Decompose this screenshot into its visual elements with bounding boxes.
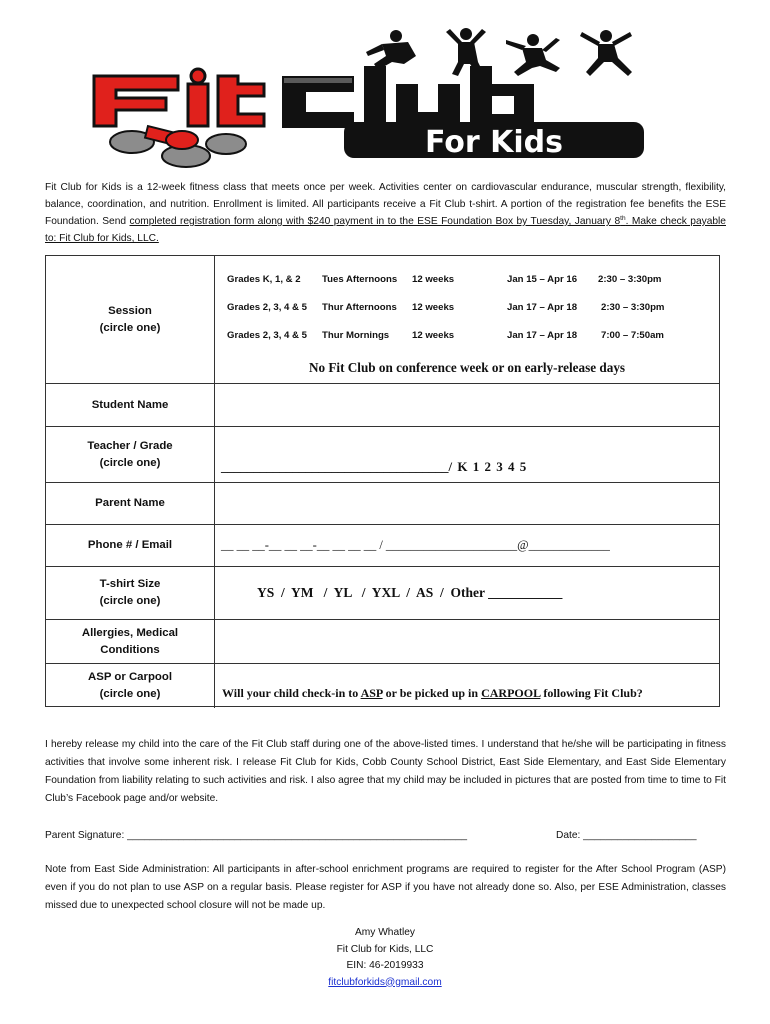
teacher-grade-row: [46, 426, 719, 482]
asp-carpool-field[interactable]: [215, 664, 719, 708]
contact-name: Amy Whatley: [354, 927, 415, 938]
session-3-day: Thur Mornings: [322, 330, 390, 341]
logo-club-text: [282, 66, 534, 128]
intro-paragraph: Fit Club for Kids is a 12-week fitness class that meets once per week. Activities center on cardiovascular endurance, muscular strength, flexibility, balance, coordination, and nutrition. Enrollment is limited. All participants receive a Fit Club t-shirt. A portion of the registration fee benefits the ESE Foundation. Send completed registration form along with $240 payment in to the ESE Foundation Box by Tuesday, January 8th. Make check payable to: Fit Club for Kids, LLC.: [45, 182, 726, 244]
asp-carpool-row: [46, 663, 719, 708]
dumbbell-icon: [110, 126, 246, 167]
session-1-time: 2:30 – 3:30pm: [598, 274, 662, 285]
logo-fit-text: [94, 69, 264, 126]
session-3-dates: Jan 17 – Apr 18: [507, 330, 578, 341]
phone-email-field[interactable]: [215, 525, 719, 566]
student-name-label: Student Name: [46, 384, 215, 426]
contact-company: Fit Club for Kids, LLC: [336, 943, 434, 955]
session-3-time: 7:00 – 7:50am: [601, 330, 664, 341]
fit-club-logo: [86, 22, 646, 172]
parent-name-row: [46, 482, 719, 524]
session-2-weeks: 12 weeks: [412, 302, 455, 313]
asp-carpool-label: ASP or Carpool (circle one): [46, 664, 215, 708]
contact-block: [0, 925, 770, 991]
carpool-option[interactable]: CARPOOL: [481, 686, 541, 700]
logo-for-kids-text: [344, 122, 644, 160]
registration-form-table: [45, 255, 720, 707]
tshirt-size-options[interactable]: YS / YM / YL / YXL / AS / Other ___________: [257, 585, 563, 600]
svg-text:For Kids: For Kids: [425, 125, 563, 160]
tshirt-size-label: T-shirt Size (circle one): [46, 567, 215, 619]
notice-row: [46, 352, 719, 383]
parent-signature-line[interactable]: Parent Signature: ____________________________________________________________: [45, 830, 468, 841]
phone-email-blanks[interactable]: __ __ __-__ __ __-__ __ __ __ / _____________________@_____________: [221, 538, 610, 552]
phone-email-label: Phone # / Email: [46, 525, 215, 566]
session-label: Session (circle one): [46, 256, 215, 383]
session-3-grades[interactable]: Grades 2, 3, 4 & 5: [227, 330, 307, 341]
session-2-day: Thur Afternoons: [322, 302, 397, 313]
phone-email-row: [46, 524, 719, 566]
session-2-grades[interactable]: Grades 2, 3, 4 & 5: [227, 302, 307, 313]
no-class-notice: No Fit Club on conference week or on early-release days: [308, 360, 626, 375]
teacher-grade-field[interactable]: [215, 427, 719, 482]
session-1-day: Tues Afternoons: [322, 274, 398, 285]
allergies-row: [46, 619, 719, 663]
asp-carpool-question: Will your child check-in to ASP or be picked up in CARPOOL following Fit Club?: [222, 686, 643, 700]
session-1-weeks: 12 weeks: [412, 274, 455, 285]
parent-name-label: Parent Name: [46, 483, 215, 524]
student-name-row: [46, 383, 719, 426]
session-3-weeks: 12 weeks: [412, 330, 455, 341]
session-1-dates: Jan 15 – Apr 16: [507, 274, 578, 285]
date-line[interactable]: Date: ____________________: [556, 830, 697, 841]
tshirt-size-row: [46, 566, 719, 619]
administration-note: Note from East Side Administration: All participants in after-school enrichment programs are required to register for the After School Program (ASP) even if you do not plan to use ASP on a regular basis. Please register for ASP if you have not already done so. Also, per ESE Administration, classes missed due to unexpected school closure will not be made up.: [45, 864, 726, 911]
session-2-time: 2:30 – 3:30pm: [601, 302, 665, 313]
tshirt-size-field[interactable]: [215, 567, 719, 619]
contact-ein: EIN: 46-2019933: [346, 960, 424, 971]
parent-name-field[interactable]: [215, 483, 719, 524]
contact-email-link[interactable]: fitclubforkids@gmail.com: [328, 976, 442, 988]
allergies-label: Allergies, Medical Conditions: [46, 620, 215, 663]
allergies-field[interactable]: [215, 620, 719, 663]
teacher-grade-label: Teacher / Grade (circle one): [46, 427, 215, 482]
kids-silhouettes-icon: [366, 28, 632, 76]
deadline-underlined: completed registration form along with $240 payment in to the ESE Foundation Box by Tuesday, January 8: [129, 216, 621, 227]
student-name-field[interactable]: [215, 384, 719, 426]
teacher-grade-options[interactable]: ___________________________________/ K 1 2 3 4 5: [221, 459, 527, 474]
session-2-dates: Jan 17 – Apr 18: [507, 302, 578, 313]
asp-option[interactable]: ASP: [360, 686, 383, 700]
session-1-grades[interactable]: Grades K, 1, & 2: [227, 274, 301, 285]
release-paragraph: I hereby release my child into the care of the Fit Club staff during one of the above-listed times. I understand that he/she will be participating in fitness activities that involve some inherent risk. I release Fit Club for Kids, Cobb County School District, East Side Elementary, and East Side Elementary Foundation from liability relating to such activities and risk. I also agree that my child may be included in pictures that are posted from time to time to Fit Club’s Facebook page and/or website.: [45, 739, 726, 804]
